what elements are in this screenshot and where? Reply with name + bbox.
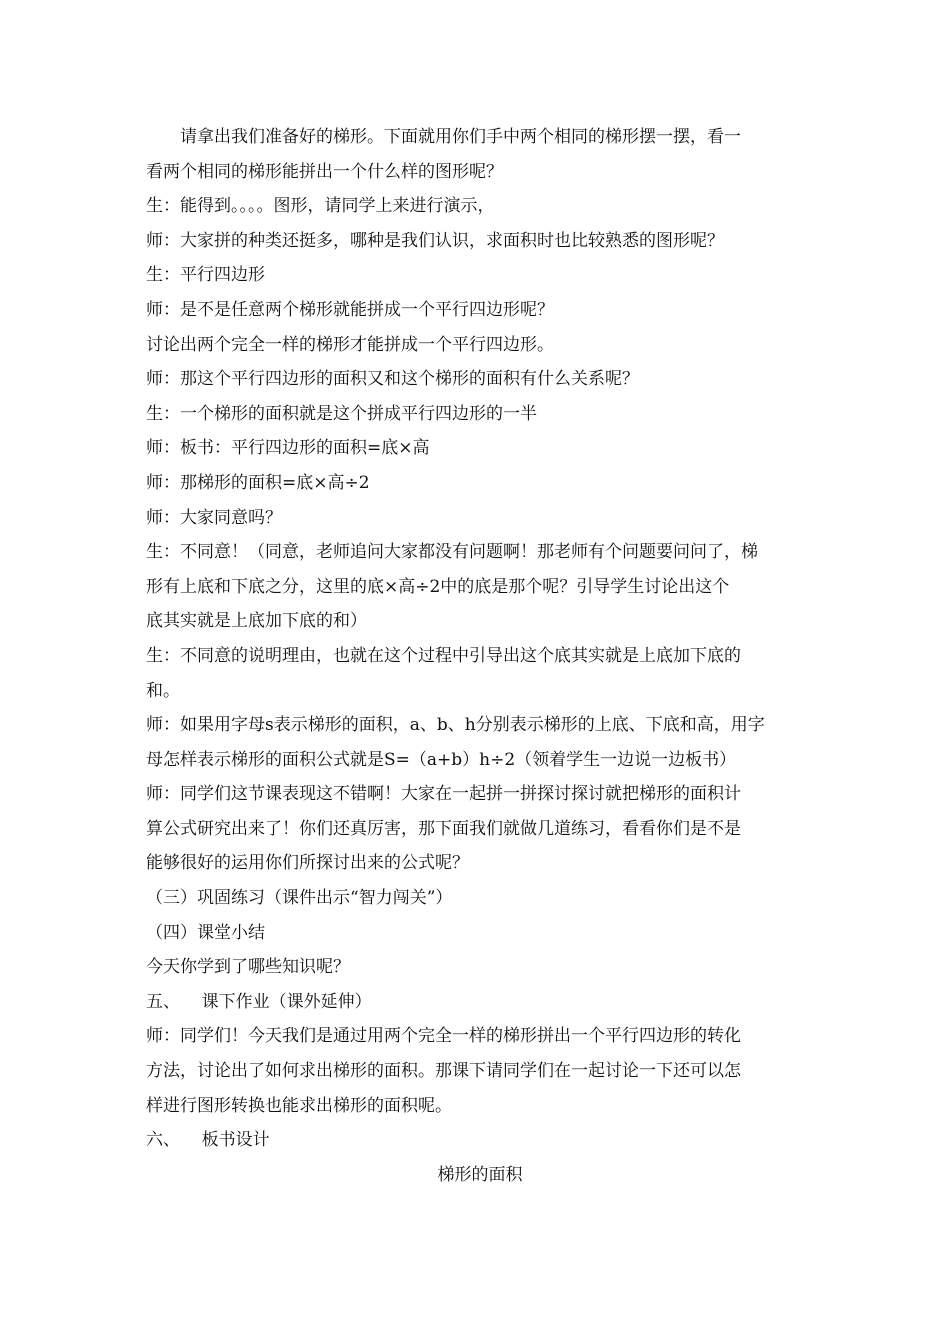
paragraph-line: 生：能得到。。。。图形，请同学上来进行演示，: [146, 196, 495, 217]
paragraph-line: 生：不同意！（同意，老师追问大家都没有问题啊！那老师有个问题要问问了，梯: [146, 542, 758, 563]
paragraph-line: 母怎样表示梯形的面积公式就是S=（a+b）h÷2（领着学生一边说一边板书）: [146, 749, 737, 770]
section-heading: 六、 板书设计: [146, 1130, 270, 1151]
section-heading: （三）巩固练习（课件出示“智力闯关”）: [146, 888, 453, 909]
paragraph-line: 底其实就是上底加下底的和）: [146, 611, 367, 632]
paragraph-line: 看两个相同的梯形能拼出一个什么样的图形呢？: [146, 161, 503, 182]
paragraph-line: 师：同学们！今天我们是通过用两个完全一样的梯形拼出一个平行四边形的转化: [146, 1026, 741, 1047]
paragraph-line: 师：板书：平行四边形的面积=底×高: [146, 438, 430, 459]
paragraph-line: 方法，讨论出了如何求出梯形的面积。那课下请同学们在一起讨论一下还可以怎: [146, 1061, 741, 1082]
paragraph-line: 师：是不是任意两个梯形就能拼成一个平行四边形呢？: [146, 299, 554, 320]
section-heading: 五、 课下作业（课外延伸）: [146, 991, 372, 1012]
section-heading: （四）课堂小结: [146, 922, 265, 943]
paragraph-line: 师：如果用字母s表示梯形的面积，a、b、h分别表示梯形的上底、下底和高，用字: [146, 715, 765, 736]
board-design-title: 梯形的面积: [437, 1164, 523, 1185]
paragraph-line: 形有上底和下底之分，这里的底×高÷2中的底是那个呢？引导学生讨论出这个: [146, 576, 730, 597]
paragraph-line: 请拿出我们准备好的梯形。下面就用你们手中两个相同的梯形摆一摆，看一: [180, 127, 741, 147]
paragraph-line: 样进行图形转换也能求出梯形的面积呢。: [146, 1095, 452, 1116]
paragraph-line: 能够很好的运用你们所探讨出来的公式呢？: [146, 853, 469, 874]
document-page: [146, 120, 810, 1192]
paragraph-line: 今天你学到了哪些知识呢？: [146, 957, 350, 978]
paragraph-line: 生：一个梯形的面积就是这个拼成平行四边形的一半: [146, 403, 537, 424]
paragraph-line: 算公式研究出来了！你们还真厉害，那下面我们就做几道练习，看看你们是不是: [146, 818, 741, 839]
paragraph-line: 讨论出两个完全一样的梯形才能拼成一个平行四边形。: [146, 334, 554, 355]
paragraph-line: 师：那梯形的面积=底×高÷2: [146, 472, 370, 493]
paragraph-line: 师：大家拼的种类还挺多，哪种是我们认识，求面积时也比较熟悉的图形呢？: [146, 230, 724, 251]
paragraph-line: 生：平行四边形: [146, 265, 265, 286]
paragraph-line: 和。: [146, 680, 180, 701]
paragraph-line: 生：不同意的说明理由，也就在这个过程中引导出这个底其实就是上底加下底的: [146, 645, 741, 666]
paragraph-line: 师：那这个平行四边形的面积又和这个梯形的面积有什么关系呢？: [146, 369, 639, 390]
paragraph-line: 师：大家同意吗？: [146, 507, 282, 528]
paragraph-line: 师：同学们这节课表现这不错啊！大家在一起拼一拼探讨探讨就把梯形的面积计: [146, 784, 741, 805]
